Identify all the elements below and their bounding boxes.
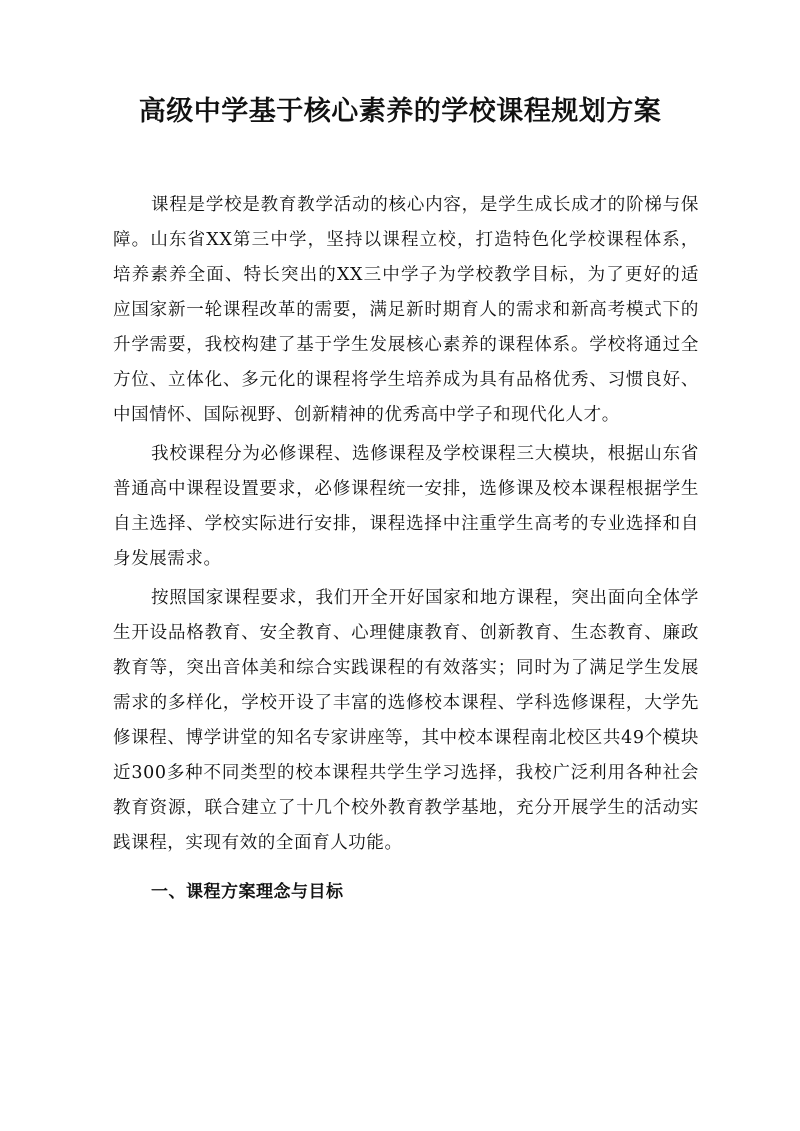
- paragraph-national-curriculum: 按照国家课程要求，我们开全开好国家和地方课程，突出面向全体学生开设品格教育、安全教育、心理健康教育、创新教育、生态教育、廉政教育等，突出音体美和综合实践课程的有效落实；同时为了满足学生发展需求的多样化，学校开设了丰富的选修校本课程、学科选修课程，大学先修课程、博学讲堂的知名专家讲座等，其中校本课程南北校区共49个模块近300多种不同类型的校本课程共学生学习选择，我校广泛利用各种社会教育资源，联合建立了十几个校外教育教学基地，充分开展学生的活动实践课程，实现有效的全面育人功能。: [113, 588, 699, 853]
- section-heading: 一、课程方案理念与目标: [151, 882, 344, 902]
- document-title: 高级中学基于核心素养的学校课程规划方案: [138, 96, 662, 127]
- document-body: [113, 188, 699, 910]
- paragraph-modules: 我校课程分为必修课程、选修课程及学校课程三大模块，根据山东省普通高中课程设置要求，必修课程统一安排，选修课及校本课程根据学生自主选择、学校实际进行安排，课程选择中注重学生高考的专业选择和自身发展需求。: [113, 444, 699, 569]
- paragraph-intro: 课程是学校是教育教学活动的核心内容，是学生成长成才的阶梯与保障。山东省XX第三中学，坚持以课程立校，打造特色化学校课程体系，培养素养全面、特长突出的XX三中学子为学校教学目标，为了更好的适应国家新一轮课程改革的需要，满足新时期育人的需求和新高考模式下的升学需要，我校构建了基于学生发展核心素养的课程体系。学校将通过全方位、立体化、多元化的课程将学生培养成为具有品格优秀、习惯良好、中国情怀、国际视野、创新精神的优秀高中学子和现代化人才。: [113, 195, 699, 425]
